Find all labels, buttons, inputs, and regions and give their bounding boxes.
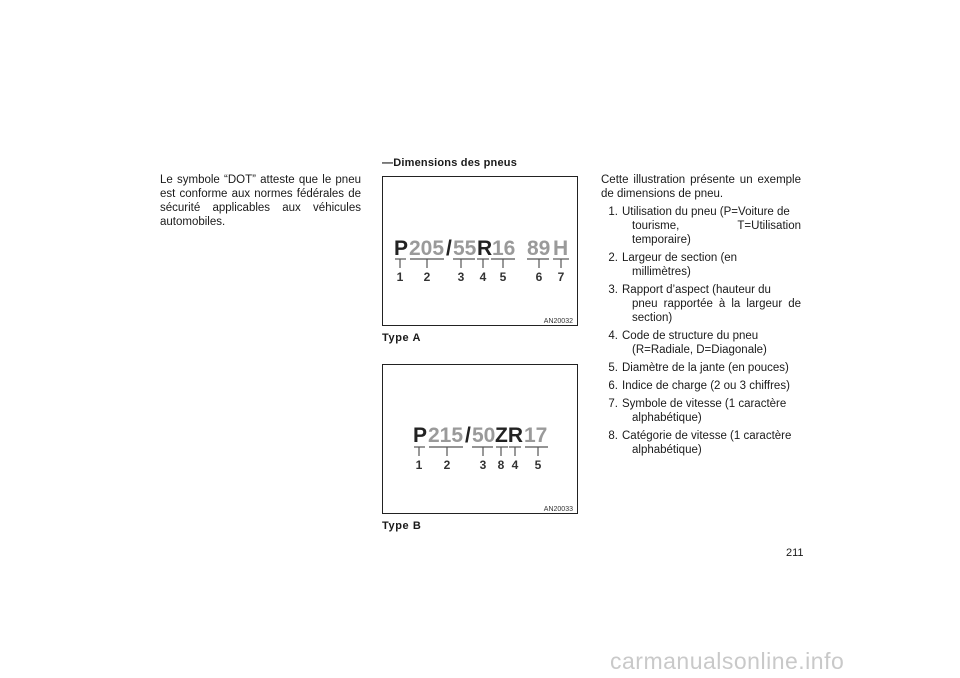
list-item-number: 6. (608, 380, 618, 392)
index-2: 2 (423, 270, 431, 284)
list-item-text: Rapport d’aspect (hauteur du (622, 284, 771, 296)
index-7: 7 (557, 270, 565, 284)
tire-char-speed: H (553, 237, 569, 260)
list-item-number: 4. (608, 330, 618, 342)
list-item (601, 429, 801, 457)
watermark: carmanualsonline.info (610, 648, 845, 674)
index-6: 6 (535, 270, 543, 284)
intro-paragraph: Cette illustration présente un exemple de dimensions de pneu. (601, 174, 801, 200)
index-5: 5 (534, 458, 542, 472)
list-item-number: 5. (608, 362, 618, 374)
list-item-text: Catégorie de vitesse (1 caractère (622, 430, 792, 442)
figure-label-type-b: Type B (382, 520, 422, 532)
left-column (160, 173, 361, 229)
tire-char-width: 205 (409, 237, 445, 260)
list-item (601, 283, 801, 325)
index-3: 3 (457, 270, 465, 284)
tire-char-ZR: ZR (495, 424, 523, 447)
list-item-text: Code de structure du pneu (622, 330, 759, 342)
list-item-continuation: tourisme, T=Utilisation temporaire) (632, 220, 801, 246)
list-item-number: 1. (608, 206, 618, 218)
tire-diagram-a (383, 177, 579, 327)
underline-brackets-a (395, 259, 569, 268)
list-item (601, 379, 801, 393)
page-number: 211 (786, 547, 804, 559)
section-heading: —Dimensions des pneus (382, 157, 518, 169)
tire-char-width: 215 (428, 424, 464, 447)
list-item-text: Utilisation du pneu (P=Voiture de (622, 206, 790, 218)
tire-char-rim: 16 (492, 237, 516, 260)
list-item-continuation: millimètres) (632, 266, 691, 278)
list-item-continuation: alphabétique) (632, 412, 702, 424)
list-item (601, 205, 801, 247)
tire-char-slash: / (465, 424, 471, 447)
list-item-number: 8. (608, 430, 618, 442)
list-item-text: Symbole de vitesse (1 caractère (622, 398, 787, 410)
list-item (601, 251, 801, 279)
tire-char-P: P (413, 424, 428, 447)
list-item-text: Indice de charge (2 ou 3 chiffres) (622, 380, 790, 392)
tire-char-aspect: 55 (453, 237, 477, 260)
list-item-text: Largeur de section (en (622, 252, 738, 264)
list-item-number: 7. (608, 398, 618, 410)
list-item-number: 3. (608, 284, 618, 296)
tire-char-P: P (394, 237, 409, 260)
tire-char-rim: 17 (524, 424, 548, 447)
list-item (601, 361, 801, 375)
index-2: 2 (443, 458, 451, 472)
figure-code: AN20033 (543, 506, 573, 513)
dimension-list (601, 205, 801, 457)
tire-char-R: R (477, 237, 493, 260)
right-column (601, 173, 801, 461)
list-item-number: 2. (608, 252, 618, 264)
tire-char-load: 89 (527, 237, 551, 260)
index-4: 4 (511, 458, 519, 472)
tire-char-slash: / (446, 237, 452, 260)
list-item-continuation: pneu rapportée à la largeur de section) (632, 298, 801, 324)
list-item-continuation: alphabétique) (632, 444, 702, 456)
index-1: 1 (415, 458, 423, 472)
tire-char-aspect: 50 (472, 424, 496, 447)
tire-figure-type-b (382, 364, 578, 514)
list-item-continuation: (R=Radiale, D=Diagonale) (632, 344, 767, 356)
list-item (601, 397, 801, 425)
tire-figure-type-a (382, 176, 578, 326)
figure-code: AN20032 (543, 318, 573, 325)
list-item (601, 329, 801, 357)
figure-label-type-a: Type A (382, 332, 422, 344)
tire-diagram-b (383, 365, 579, 515)
index-3: 3 (479, 458, 487, 472)
underline-brackets-b (414, 447, 548, 456)
index-8: 8 (497, 458, 505, 472)
index-4: 4 (479, 270, 487, 284)
list-item-text: Diamètre de la jante (en pouces) (622, 362, 789, 374)
index-5: 5 (499, 270, 507, 284)
index-1: 1 (396, 270, 404, 284)
dot-paragraph: Le symbole “DOT” atteste que le pneu est conforme aux normes fédérales de sécurité applicables aux véhicules automobiles. (160, 174, 361, 228)
